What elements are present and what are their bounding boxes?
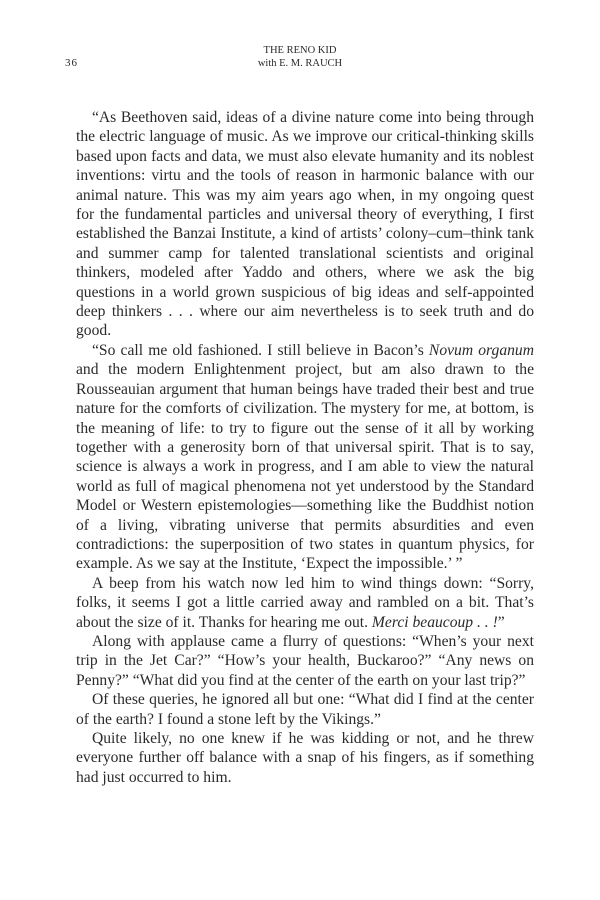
paragraph-text: “As Beethoven said, ideas of a divine nature come into being through the electric language of music. As we improve our critical-thinking skills based upon facts and data, we must also elevate humanity and its noblest inventions: virtu and the tools of reason in harmonic balance with our animal nature. This was my aim years ago when, in my ongoing quest for the fundamental particles and universal theory of everything, I first established the Banzai Institute, a kind of artists’ colony–cum–think tank and summer camp for talented translational scientists and original thinkers, modeled after Yaddo and others, where we ask the big questions in a world grown suspicious of big ideas and self-appointed deep thinkers . . . where our aim nevertheless is to seek truth and do good. (76, 109, 534, 340)
paragraph-text: Along with applause came a flurry of questions: “When’s your next trip in the Jet Car?” “How’s your health, Buckaroo?” “Any news on Penny?” “What did you find at the center of the earth on your last trip?” (76, 632, 534, 689)
paragraph-5 (76, 690, 534, 729)
paragraph-text: A beep from his watch now led him to wind things down: “Sorry, folks, it seems I got a little carried away and rambled on a bit. That’s about the size of it. Thanks for hearing me out. (76, 574, 534, 631)
paragraph-3 (76, 574, 534, 632)
book-title-italic: Novum organum (428, 341, 534, 359)
paragraph-6 (76, 729, 534, 787)
paragraph-1 (76, 108, 534, 341)
paragraph-text: and the modern Enlightenment project, but am also drawn to the Rousseauian argument that human beings have traded their best and true nature for the comforts of civilization. The mystery for me, at bottom, is the meaning of life: to try to figure out the sense of it all by working together with a generosity born of that universal spirit. That is to say, science is always a work in progress, and I am able to view the natural world as full of magical phenomena not yet understood by the Standard Model or Western epistemologies—something like the Buddhist notion of a living, vibrating universe that permits absurdities and even contradictions: the superposition of two states in quantum physics, for example. As we say at the Institute, ‘Expect the impossible.’ ” (76, 361, 534, 573)
author-byline: with E. M. RAUCH (257, 58, 343, 69)
body-text (76, 108, 534, 787)
page-number: 36 (65, 57, 78, 69)
header-center (0, 44, 600, 70)
paragraph-text: “So call me old fashioned. I still believe in Bacon’s (92, 341, 429, 359)
paragraph-text: ” (497, 613, 505, 631)
paragraph-text: Of these queries, he ignored all but one: “What did I find at the center of the earth? I found a stone left by the Vikings.” (76, 691, 534, 728)
paragraph-4 (76, 632, 534, 690)
paragraph-text: Quite likely, no one knew if he was kidding or not, and he threw everyone further off balance with a snap of his fingers, as if something had just occurred to him. (76, 730, 534, 786)
foreign-phrase-italic: Merci beaucoup . . ! (371, 613, 498, 631)
paragraph-2 (76, 341, 534, 574)
book-title: THE RENO KID (263, 45, 337, 56)
